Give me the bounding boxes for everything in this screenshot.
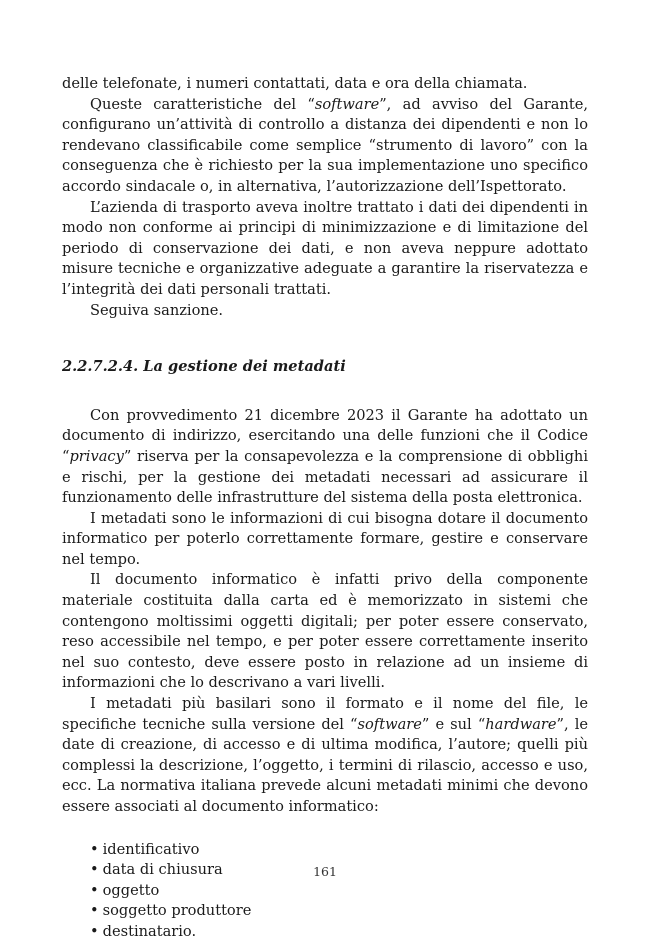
italic-term: software — [314, 95, 380, 113]
text-run: ” e sul “ — [421, 715, 486, 733]
paragraph — [62, 694, 588, 818]
paragraph — [62, 406, 588, 509]
text-run: ”, le date di creazione, di accesso e di ultima modifica, l’autore; quelli più complessi la descrizione, l’oggetto, i termini di rilascio, accesso e uso, ecc. La normativa italiana prevede alcuni metadati minimi che devono essere associati al documento informatico: — [62, 715, 589, 815]
list-item-text: data di chiusura — [102, 861, 223, 879]
text-run: ” riserva per la consapevolezza e la comprensione di obblighi e rischi, per la gestione dei metadati necessari ad assicurare il funzionamento delle infrastrutture del sistema della posta elettronica. — [62, 447, 588, 507]
metadata-list — [62, 840, 588, 943]
text-run: Queste caratteristiche del “ — [90, 95, 315, 113]
bottom-paragraphs — [62, 406, 588, 818]
text-run: ”, ad avviso del Garante, configurano un’attività di controllo a distanza dei dipendenti e non lo rendevano classificabile come semplice “strumento di lavoro” con la conseguenza che è richiesto per la sua implementazione uno specifico accordo sindacale o, in alternativa, l’autorizzazione dell’Ispettorato. — [62, 95, 588, 195]
bullet-icon: • — [90, 902, 99, 920]
text-run: Con provvedimento 21 dicembre 2023 il Garante ha adottato un documento di indirizzo, esercitando una delle funzioni che il Codice “ — [62, 406, 588, 465]
list-item-text: oggetto — [102, 881, 160, 899]
bullet-icon: • — [90, 840, 99, 858]
text-run: I metadati più basilari sono il formato e il nome del file, le specifiche tecniche sulla versione del “ — [62, 695, 588, 733]
paragraph: Il documento informatico è infatti privo della componente materiale costituita dalla carta ed è memorizzato in sistemi che contengono moltissimi oggetti digitali; per poter essere conservato, reso accessibile nel tempo, e per poter essere correttamente inserito nel suo contesto, deve essere posto in relazione ad un insieme di informazioni che lo descrivano a vari livelli. — [62, 571, 588, 692]
list-item-text: identificativo — [102, 840, 200, 858]
top-paragraphs — [62, 74, 588, 321]
italic-term: software — [357, 715, 422, 733]
bullet-icon: • — [90, 861, 99, 879]
paragraph: I metadati sono le informazioni di cui bisogna dotare il documento informatico per poterlo correttamente formare, gestire e conservare nel tempo. — [62, 509, 588, 568]
paragraph: L’azienda di trasporto aveva inoltre trattato i dati dei dipendenti in modo non conforme ai principi di minimizzazione e di limitazione del periodo di conservazione dei dati, e non aveva neppure adottato misure tecniche e organizzative adeguate a garantire la riservatezza e l’integrità dei dati personali trattati. — [62, 198, 588, 298]
italic-term: privacy — [69, 447, 124, 465]
italic-term: hardware — [485, 715, 557, 733]
paragraph: delle telefonate, i numeri contattati, data e ora della chiamata. — [62, 75, 528, 92]
bullet-icon: • — [90, 922, 99, 940]
list-item — [90, 840, 588, 861]
list-item-text: soggetto produttore — [102, 902, 252, 920]
section-heading: 2.2.7.2.4. La gestione dei metadati — [62, 358, 346, 376]
list-item-text: destinatario. — [102, 922, 197, 940]
paragraph — [62, 95, 588, 198]
page-body — [62, 74, 588, 943]
page-number: 161 — [313, 864, 337, 879]
bullet-icon: • — [90, 881, 99, 899]
list-item — [90, 881, 588, 902]
paragraph: Seguiva sanzione. — [90, 301, 224, 319]
list-item — [90, 922, 588, 943]
